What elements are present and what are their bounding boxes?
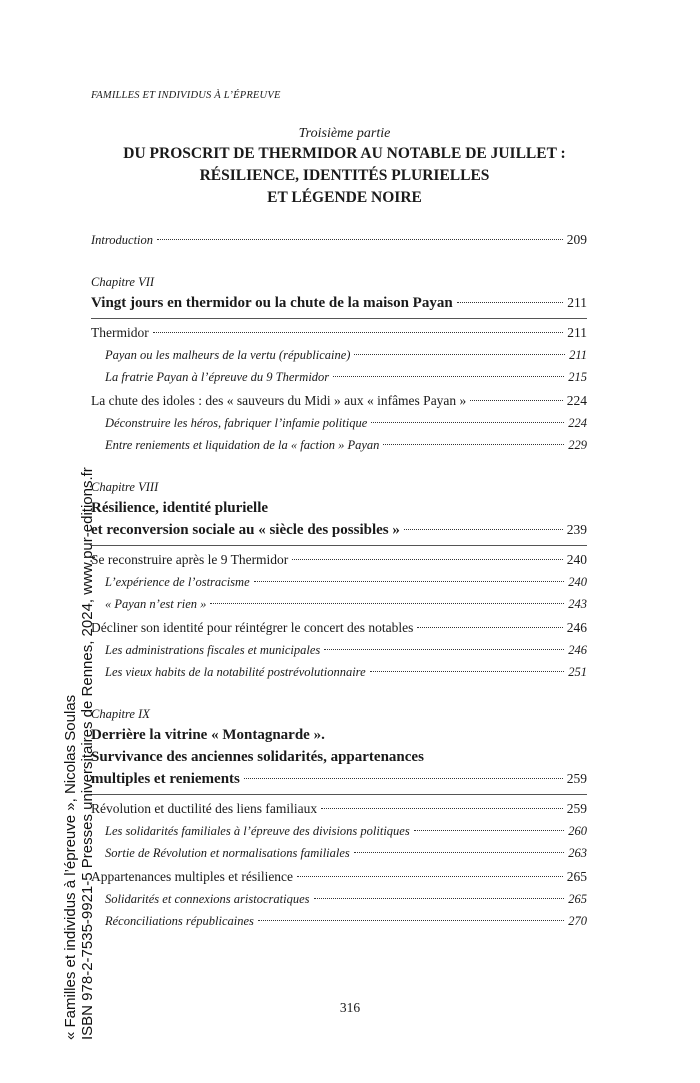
- leader-dots: [314, 898, 565, 899]
- toc-page-number: 265: [566, 869, 587, 884]
- toc-page-number: 209: [566, 232, 587, 247]
- toc-entry-label: Les solidarités familiales à l’épreuve des divisions politiques: [105, 824, 410, 838]
- chapter-rule: [91, 318, 587, 319]
- toc-section-entry[interactable]: [91, 550, 587, 570]
- toc-subsection-entry[interactable]: [91, 413, 587, 433]
- toc-subsection-entry[interactable]: [91, 640, 587, 660]
- toc-entry-label: Payan ou les malheurs de la vertu (républicaine): [105, 348, 351, 362]
- toc-subsection-entry[interactable]: [91, 594, 587, 614]
- leader-dots: [254, 581, 565, 582]
- toc-page-number: 211: [569, 348, 587, 362]
- toc-subsection-entry[interactable]: [91, 435, 587, 455]
- leader-dots: [244, 778, 563, 779]
- toc-subsection-entry[interactable]: [91, 889, 587, 909]
- toc-entry-introduction[interactable]: [91, 230, 587, 250]
- toc-entry-label: Décliner son identité pour réintégrer le concert des notables: [91, 620, 414, 635]
- chapter-title-line: et reconversion sociale au « siècle des possibles »: [91, 522, 400, 538]
- spacer: [91, 455, 587, 477]
- chapter-title-line[interactable]: Survivance des anciennes solidarités, appartenances: [91, 749, 424, 765]
- toc-page-number: 229: [568, 438, 587, 452]
- side-note-line: « Familles et individus à l’épreuve », Nicolas Soulas: [62, 694, 79, 1040]
- leader-dots: [404, 529, 563, 530]
- toc-section-entry[interactable]: [91, 391, 587, 411]
- part-title-line: RÉSILIENCE, IDENTITÉS PLURIELLES: [199, 167, 490, 184]
- chapter-title-entry[interactable]: [91, 292, 587, 314]
- chapter-rule: [91, 545, 587, 546]
- toc-page-number: 215: [568, 370, 587, 384]
- toc-page-number: 265: [568, 892, 587, 906]
- leader-dots: [297, 876, 563, 877]
- toc-page-number: 251: [568, 665, 587, 679]
- spacer: [91, 682, 587, 704]
- leader-dots: [470, 400, 562, 401]
- chapter-list: [91, 250, 587, 931]
- toc-page-number: 239: [566, 522, 587, 537]
- toc-page-number: 211: [567, 325, 587, 340]
- toc-page-number: 246: [566, 620, 587, 635]
- chapter-label: Chapitre VIII: [91, 480, 159, 494]
- toc-page-number: 246: [568, 643, 587, 657]
- leader-dots: [354, 354, 565, 355]
- toc-subsection-entry[interactable]: [91, 662, 587, 682]
- toc-page-number: 259: [566, 801, 587, 816]
- toc-subsection-entry[interactable]: [91, 572, 587, 592]
- side-copyright-note: [62, 467, 96, 1040]
- leader-dots: [383, 444, 564, 445]
- toc-section-entry[interactable]: [91, 323, 587, 343]
- chapter-title-entry[interactable]: [91, 519, 587, 541]
- toc-entry-label: Sortie de Révolution et normalisations familiales: [105, 846, 350, 860]
- part-title-line: DU PROSCRIT DE THERMIDOR AU NOTABLE DE JUILLET :: [123, 145, 566, 162]
- leader-dots: [457, 302, 564, 303]
- leader-dots: [417, 627, 562, 628]
- toc-entry-label: Déconstruire les héros, fabriquer l’infamie politique: [105, 416, 368, 430]
- leader-dots: [370, 671, 565, 672]
- part-label: Troisième partie: [298, 126, 391, 141]
- leader-dots: [324, 649, 564, 650]
- toc-entry-label: Les administrations fiscales et municipales: [105, 643, 321, 657]
- toc-page-number: 263: [568, 846, 587, 860]
- toc-entry-label: Révolution et ductilité des liens familiaux: [91, 801, 318, 816]
- toc-entry-label: Entre reniements et liquidation de la « faction » Payan: [105, 438, 380, 452]
- leader-dots: [354, 852, 564, 853]
- toc-page-number: 224: [568, 416, 587, 430]
- toc-entry-label: La chute des idoles : des « sauveurs du Midi » aux « infâmes Payan »: [91, 393, 467, 408]
- chapter-title-line[interactable]: Résilience, identité plurielle: [91, 500, 269, 516]
- toc-subsection-entry[interactable]: [91, 843, 587, 863]
- chapter-title-line: multiples et reniements: [91, 771, 240, 787]
- toc-section-entry[interactable]: [91, 618, 587, 638]
- running-head: FAMILLES ET INDIVIDUS À L’ÉPREUVE: [91, 90, 281, 101]
- toc-entry-label: Solidarités et connexions aristocratiques: [105, 892, 310, 906]
- toc-subsection-entry[interactable]: [91, 367, 587, 387]
- leader-dots: [333, 376, 564, 377]
- table-of-contents: [91, 228, 587, 931]
- toc-page-number: 259: [566, 771, 587, 786]
- toc-page-number: 240: [566, 552, 587, 567]
- toc-entry-label: Thermidor: [91, 325, 149, 340]
- leader-dots: [258, 920, 564, 921]
- page-number: 316: [339, 1000, 361, 1015]
- leader-dots: [292, 559, 562, 560]
- leader-dots: [371, 422, 564, 423]
- toc-page-number: 270: [568, 914, 587, 928]
- toc-entry-label: Les vieux habits de la notabilité postrévolutionnaire: [105, 665, 366, 679]
- toc-subsection-entry[interactable]: [91, 345, 587, 365]
- side-note-line: ISBN 978-2-7535-9921-5 Presses universitaires de Rennes, 2024, www.pur-editions.fr: [79, 467, 96, 1040]
- toc-page-number: 243: [568, 597, 587, 611]
- toc-section-entry[interactable]: [91, 867, 587, 887]
- part-title-line: ET LÉGENDE NOIRE: [267, 189, 422, 206]
- spacer: [91, 250, 587, 272]
- chapter-title-line[interactable]: Derrière la vitrine « Montagnarde ».: [91, 727, 325, 743]
- toc-entry-label: Introduction: [91, 233, 154, 247]
- toc-entry-label: « Payan n’est rien »: [105, 597, 207, 611]
- chapter-title-line: Vingt jours en thermidor ou la chute de la maison Payan: [91, 295, 453, 311]
- toc-subsection-entry[interactable]: [91, 821, 587, 841]
- leader-dots: [210, 603, 564, 604]
- toc-page-number: 260: [568, 824, 587, 838]
- chapter-title-entry[interactable]: [91, 768, 587, 790]
- toc-entry-label: Réconciliations républicaines: [105, 914, 254, 928]
- chapter-rule: [91, 794, 587, 795]
- toc-entry-label: Se reconstruire après le 9 Thermidor: [91, 552, 289, 567]
- leader-dots: [157, 239, 563, 240]
- toc-page-number: 224: [566, 393, 587, 408]
- part-heading: [91, 125, 598, 209]
- leader-dots: [414, 830, 565, 831]
- leader-dots: [153, 332, 564, 333]
- chapter-label: Chapitre IX: [91, 707, 150, 721]
- toc-entry-label: Appartenances multiples et résilience: [91, 869, 294, 884]
- toc-section-entry[interactable]: [91, 799, 587, 819]
- chapter-label: Chapitre VII: [91, 275, 155, 289]
- leader-dots: [321, 808, 563, 809]
- toc-subsection-entry[interactable]: [91, 911, 587, 931]
- toc-entry-label: L’expérience de l’ostracisme: [105, 575, 250, 589]
- toc-page-number: 240: [568, 575, 587, 589]
- toc-entry-label: La fratrie Payan à l’épreuve du 9 Thermidor: [105, 370, 330, 384]
- toc-page-number: 211: [567, 295, 587, 310]
